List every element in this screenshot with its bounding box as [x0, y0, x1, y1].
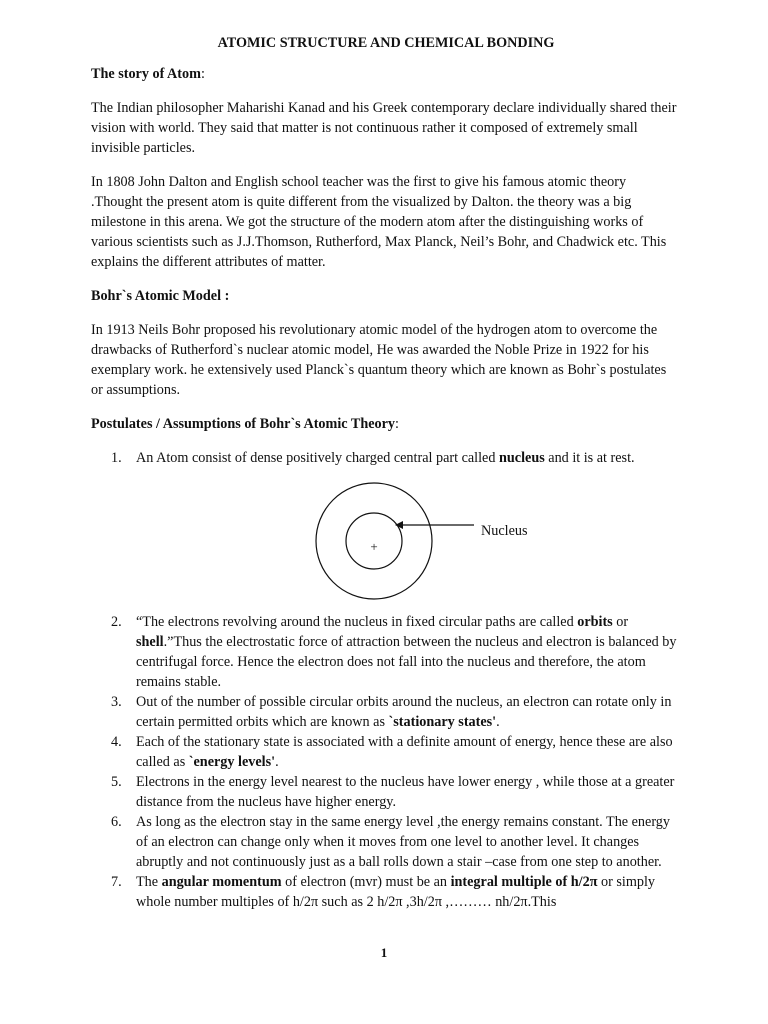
heading-text: Postulates / Assumptions of Bohr`s Atomic Theory [91, 416, 395, 432]
list-item-text [136, 694, 671, 730]
emphasized-term: `energy levels' [188, 754, 276, 770]
atom-diagram-svg [91, 474, 651, 608]
list-item [91, 448, 681, 468]
heading-text: The story of Atom [91, 66, 201, 82]
text-run: or [612, 614, 629, 630]
list-number: 6. [111, 814, 122, 830]
postulates-list-continued [91, 612, 681, 912]
text-run: The [136, 874, 162, 890]
paragraph: In 1808 John Dalton and English school teacher was the first to give his famous atomic theory .Thought the present atom is quite different from the visualized by Dalton. the theory was a big milestone in this arena. We got the structure of the modern atom after the distinguishing works of various scientists such as J.J.Thomson, Rutherford, Max Planck, Neil’s Bohr, and Chadwick etc. This explains the different attributes of matter. [91, 174, 667, 270]
section-heading-postulates [91, 414, 681, 434]
emphasized-term: orbits [577, 614, 613, 630]
list-item [91, 872, 681, 912]
document-title: ATOMIC STRUCTURE AND CHEMICAL BONDING [217, 35, 555, 51]
section-heading-bohr-model: Bohr`s Atomic Model : [91, 288, 230, 304]
paragraph: The Indian philosopher Maharishi Kanad and his Greek contemporary declare individually shared their vision with world. They said that matter is not continuous rather it composed of extremely small invisible particles. [91, 100, 677, 156]
heading-suffix: : [200, 66, 205, 82]
text-run: As long as the electron stay in the same energy level ,the energy remains constant. The energy of an electron can change only when it moves from one level to another level. It changes abruptly and not continuously just as a ball rolls down a stair –case from one step to another. [136, 814, 670, 870]
emphasized-term: angular momentum [161, 874, 282, 890]
text-run: Each of the stationary state is associated with a definite amount of energy, hence these are also called as [136, 734, 673, 770]
list-item [91, 692, 681, 732]
text-run: An Atom consist of dense positively charged central part called [136, 450, 499, 466]
heading-suffix: : [395, 416, 399, 432]
postulates-list [91, 448, 681, 468]
emphasized-term: shell [136, 634, 164, 650]
page-number: 1 [380, 945, 388, 960]
list-item [91, 612, 681, 692]
nucleus-plus-sign: + [370, 539, 378, 554]
list-item-text [136, 614, 676, 690]
section-heading-story [91, 64, 681, 84]
text-run: . [275, 754, 279, 770]
document-page [91, 33, 681, 912]
text-run: of electron (mvr) must be an [281, 874, 451, 890]
text-run: Out of the number of possible circular orbits around the nucleus, an electron can rotate only in certain permitted orbits which are known as [136, 694, 672, 730]
nucleus-label: Nucleus [481, 523, 528, 539]
list-item-text [136, 450, 635, 466]
list-item-text [136, 874, 655, 910]
paragraph: In 1913 Neils Bohr proposed his revolutionary atomic model of the hydrogen atom to overcome the drawbacks of Rutherford`s nuclear atomic model, He was awarded the Noble Prize in 1922 for his exemplary work. he extensively used Planck`s quantum theory which are known as Bohr`s postulates or assumptions. [91, 322, 667, 398]
list-number: 7. [111, 874, 122, 890]
list-item [91, 772, 681, 812]
list-number: 1. [111, 450, 122, 466]
text-run: .”Thus the electrostatic force of attraction between the nucleus and electron is balanced by centrifugal force. Hence the electron does not fall into the nucleus and therefore, the atom remains stable. [136, 634, 677, 690]
emphasized-term: nucleus [499, 450, 545, 466]
text-run: or simply whole number multiples of h/2π such as 2 h/2π ,3h/2π ,……… nh/2π.This [136, 874, 656, 910]
text-run: and it is at rest. [544, 450, 635, 466]
emphasized-term: `stationary states' [388, 714, 497, 730]
emphasized-term: integral multiple of h/2π [450, 874, 598, 890]
atom-diagram [91, 474, 681, 608]
list-number: 2. [111, 614, 122, 630]
list-item-text [136, 814, 670, 870]
text-run: . [496, 714, 500, 730]
list-item [91, 812, 681, 872]
list-item [91, 732, 681, 772]
list-number: 4. [111, 734, 122, 750]
text-run: “The electrons revolving around the nucleus in fixed circular paths are called [136, 614, 578, 630]
list-number: 3. [111, 694, 122, 710]
list-item-text [136, 734, 673, 770]
list-item-text [136, 774, 674, 810]
list-number: 5. [111, 774, 122, 790]
text-run: Electrons in the energy level nearest to the nucleus have lower energy , while those at a greater distance from the nucleus have higher energy. [136, 774, 675, 810]
